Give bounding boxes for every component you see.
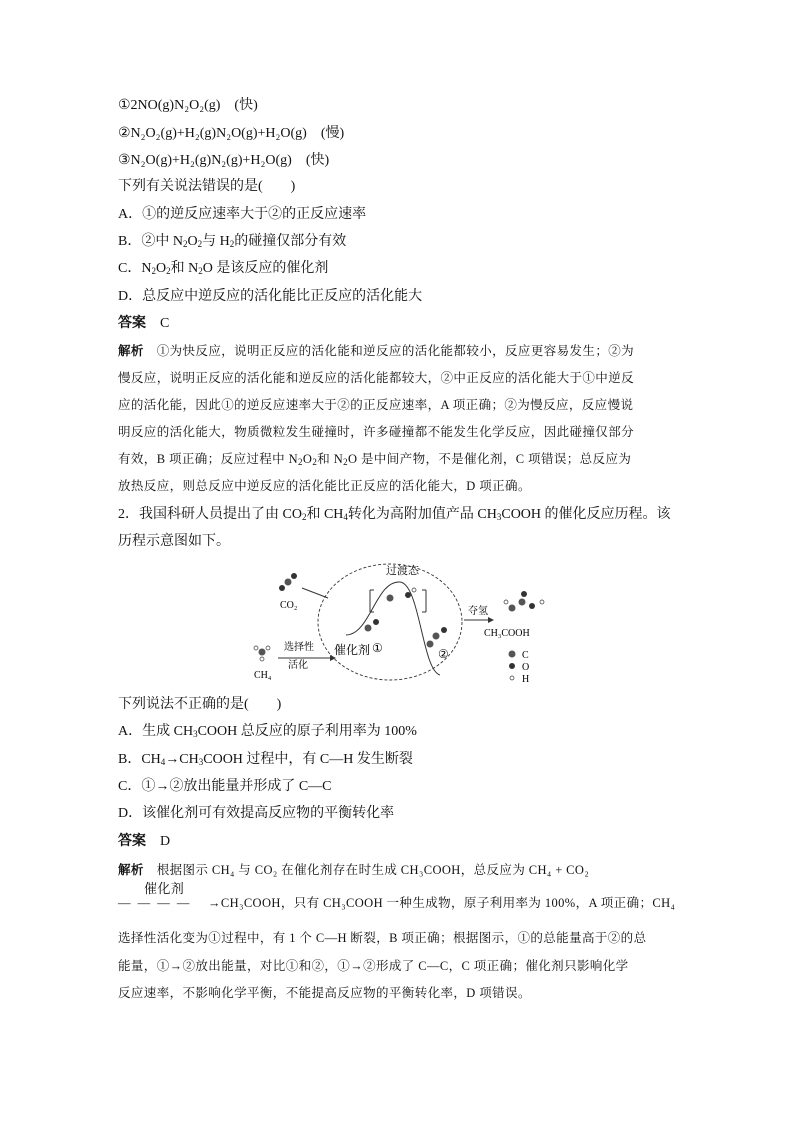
product-carbon [509,605,516,612]
co2-carbon [285,579,292,586]
q2-stem-l2: 历程示意图如下。 [118,534,230,549]
step3-text: ③N₂O(g)+H₂(g) [118,153,212,168]
step1-product: N₂O₂(g) [174,98,221,113]
legend-hydrogen-dot [510,676,514,680]
reaction-diagram [250,560,550,690]
q1-analysis-l4: 明反应的活化能大，物质微粒发生碰撞时，许多碰撞都不能发生化学反应，因此碰撞仅部分 [118,425,635,439]
q1-question: 下列有关说法错误的是( ) [118,179,296,194]
q2-option-d: D．该催化剂可有效提高反应物的平衡转化率 [118,806,395,821]
legend-carbon-dot [509,651,516,658]
q2-analysis-l4: 能量，①→②放出能量，对比①和②，①→②形成了 C—C，C 项正确；催化剂只影响化学 [118,959,629,973]
step1 [118,96,258,116]
legend-oxygen: O [522,662,530,673]
co2-label: CO₂ [280,600,298,611]
legend-hydrogen: H [522,674,530,685]
q1-option-d: D．总反应中逆反应的活化能比正反应的活化能大 [118,289,423,304]
q1-analysis-l6: 放热反应，则总反应中逆反应的活化能比正反应的活化能大，D 项正确。 [118,479,531,493]
circle-1: ① [372,641,383,655]
select-label-2: 活化 [288,660,308,671]
q1-option-c: C．$N_2O_2$和 $N_2O$ 是该反应的催化剂 [118,261,329,276]
q2-option-b: B．$CH_4\to CH_3COOH$ 过程中，有 C—H 发生断裂 [118,752,413,767]
step2-text: ②N₂O₂(g)+H₂(g) [118,126,217,141]
step3-speed: (快) [305,153,330,168]
q2-analysis-l2: 催化剂 — — — — →CH₃COOH，只有 CH₃COOH 一种生成物，原子利用率为 100%，A 项正确；CH₄ [118,893,675,913]
q2-analysis-l1: 解析 根据图示 CH₄ 与 CO₂ 在催化剂存在时生成 CH₃COOH，总反应为 CH₄ + CO₂ [118,863,590,877]
ts-oxygen [405,592,411,598]
legend-oxygen-dot [509,663,515,669]
q1-option-a: A．①的逆反应速率大于②的正反应速率 [118,207,367,222]
q2-option-a: A．生成 $CH_3COOH$ 总反应的原子利用率为 100% [118,724,417,739]
dehydro-label: 夺氢 [468,606,488,617]
select-label-1: 选择性 [284,642,314,653]
circle-2: ② [438,647,449,661]
q1-analysis-l5: 有效，B 项正确；反应过程中 $N_2O_2$和 $N_2O$ 是中间产物，不是催化剂，C 项错误；总反应为 [118,452,632,467]
co2-arrow [302,588,328,598]
step1-text: ①2NO(g) [118,98,175,113]
q1-analysis-l1: 解析 ①为快反应，说明正反应的活化能和逆反应的活化能都较小，反应更容易发生；②为 [118,344,635,358]
ch4-carbon [259,649,266,656]
state2-carbon [433,633,440,640]
q1-answer: 答案 C [118,316,170,331]
transition-label: 过渡态 [386,565,419,577]
q2-question: 下列说法不正确的是( ) [118,697,282,712]
step2-speed: (慢) [320,126,345,141]
product-label: CH₃COOH [484,628,530,639]
process-ellipse [318,564,462,680]
legend-carbon: C [522,650,529,661]
bracket-right [422,590,426,612]
step2 [118,124,344,144]
q2-analysis-l5: 反应速率，不影响化学平衡，不能提高反应物的平衡转化率，D 项错误。 [118,986,531,1000]
catalyst-over-label: 催化剂 [144,881,185,896]
step3 [118,151,329,171]
q2-analysis-l3: 选择性活化变为①过程中，有 1 个 C—H 断裂，B 项正确；根据图示，①的总能量高于②的总 [118,931,647,945]
co2-oxygen2 [279,585,285,591]
ch4-label: CH₄ [254,670,272,681]
catalyst-over-arrow: 催化剂 — — — — [118,881,192,910]
state1-carbon [365,625,372,632]
step2-product: N₂O(g)+H₂O(g) [216,126,307,141]
q1-option-b: B．②中 $N_2O_2$与 $H_2$的碰撞仅部分有效 [118,234,347,249]
catalyst-label: 催化剂 [334,643,371,657]
ts-hydrogen [412,588,416,592]
step3-product: N₂(g)+H₂O(g) [211,153,292,168]
q1-analysis-l3: 应的活化能，因此①的逆反应速率大于②的正反应速率，A 项正确；②为慢反应，反应慢说 [118,398,634,412]
co2-oxygen [291,573,297,579]
step1-speed: (快) [234,98,258,113]
q2-stem-l1: 2．我国科研人员提出了由 $CO_2$和 $CH_4$转化为高附加值产品 $CH_3COOH$ 的催化反应历程。该 [118,507,671,522]
q1-analysis-l2: 慢反应，说明正反应的活化能和逆反应的活化能都较大，②中正反应的活化能大于①中逆反 [118,371,635,385]
q2-answer: 答案 D [118,834,171,849]
ts-carbon [387,595,394,602]
q2-option-c: C．①→②放出能量并形成了 C—C [118,779,332,794]
